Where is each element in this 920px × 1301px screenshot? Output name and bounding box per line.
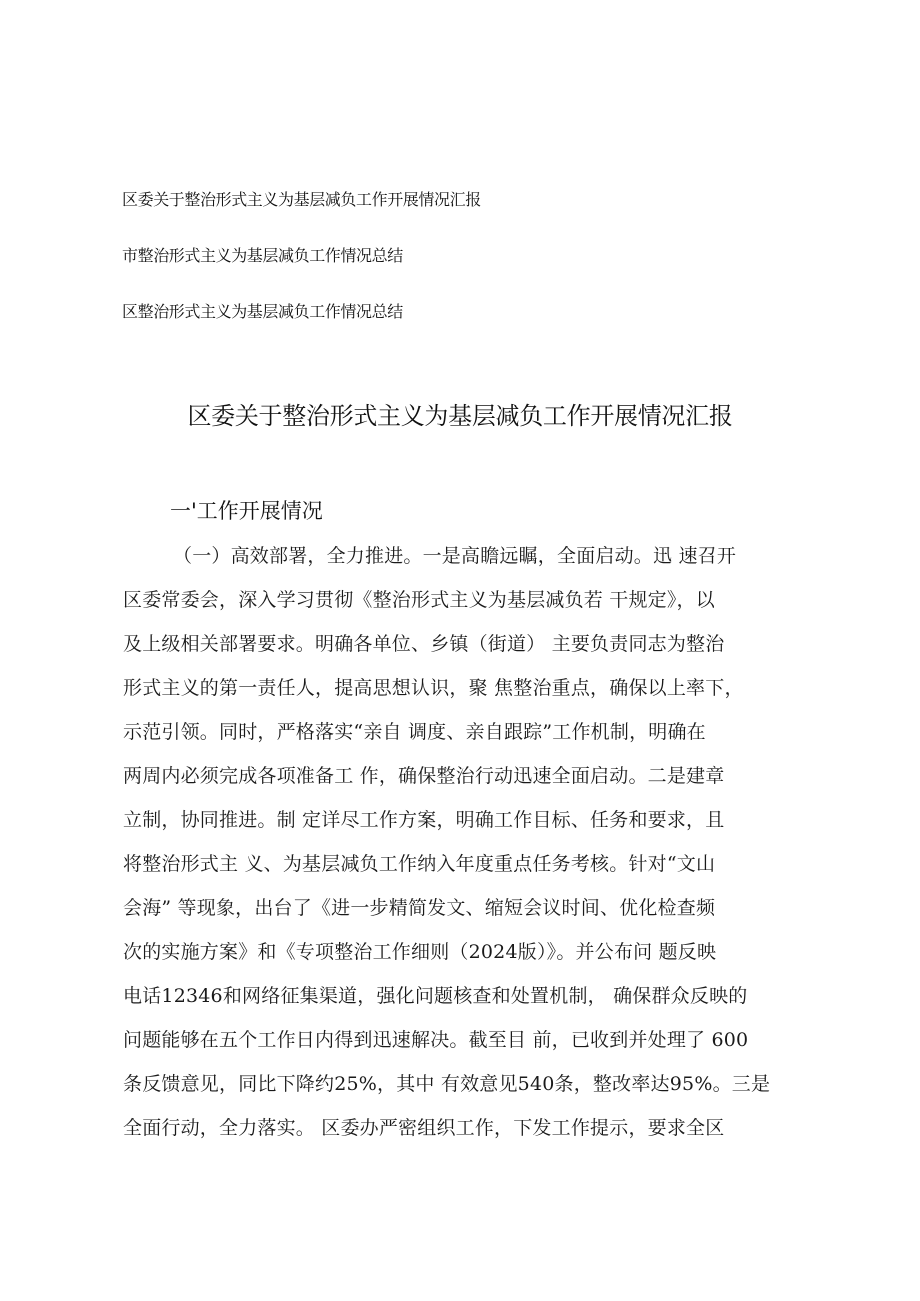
body-line: 示范引领。同时，严格落实“亲自 调度、亲自跟踪”工作机制，明确在 <box>123 721 706 743</box>
body-line: 会海” 等现象，出台了《进一步精简发文、缩短会议时间、优化检查频 <box>123 897 716 919</box>
body-line: 将整治形式主 义、为基层减负工作纳入年度重点任务考核。针对“文山 <box>123 853 716 875</box>
body-line: 形式主义的第一责任人，提高思想认识，聚 焦整治重点，确保以上率下， <box>123 677 744 699</box>
body-line: （一）高效部署，全力推进。一是高瞻远瞩，全面启动。迅 速召开 <box>173 545 737 567</box>
document-title: 区委关于整治形式主义为基层减负工作开展情况汇报 <box>187 402 733 430</box>
body-line: 问题能够在五个工作日内得到迅速解决。截至目 前，已收到并处理了 600 <box>123 1029 749 1051</box>
body-line: 条反馈意见，同比下降约25%，其中 有效意见540条，整改率达95%。三是 <box>123 1073 771 1095</box>
body-line: 电话12346和网络征集渠道，强化问题核查和处置机制， 确保群众反映的 <box>123 985 748 1007</box>
table-of-contents <box>122 186 822 354</box>
body-line: 及上级相关部署要求。明确各单位、乡镇（街道） 主要负责同志为整治 <box>123 633 725 655</box>
body-line: 两周内必须完成各项准备工 作，确保整治行动迅速全面启动。二是建章 <box>123 765 725 787</box>
toc-item-district-report[interactable]: 区委关于整治形式主义为基层减负工作开展情况汇报 <box>122 190 481 209</box>
toc-item-district-summary[interactable]: 区整治形式主义为基层减负工作情况总结 <box>122 302 403 321</box>
section-heading: 一'工作开展情况 <box>170 499 323 523</box>
body-line: 次的实施方案》和《专项整治工作细则（2024版）》。并公布问 题反映 <box>123 941 717 963</box>
body-line: 区委常委会，深入学习贯彻《整治形式主义为基层减负若 干规定》，以 <box>123 589 715 611</box>
body-line: 全面行动，全力落实。 区委办严密组织工作，下发工作提示，要求全区 <box>123 1117 725 1139</box>
toc-item-city-summary[interactable]: 市整治形式主义为基层减负工作情况总结 <box>122 246 403 265</box>
body-line: 立制，协同推进。制 定详尽工作方案，明确工作目标、任务和要求，且 <box>123 809 725 831</box>
body-paragraph <box>123 534 843 1150</box>
